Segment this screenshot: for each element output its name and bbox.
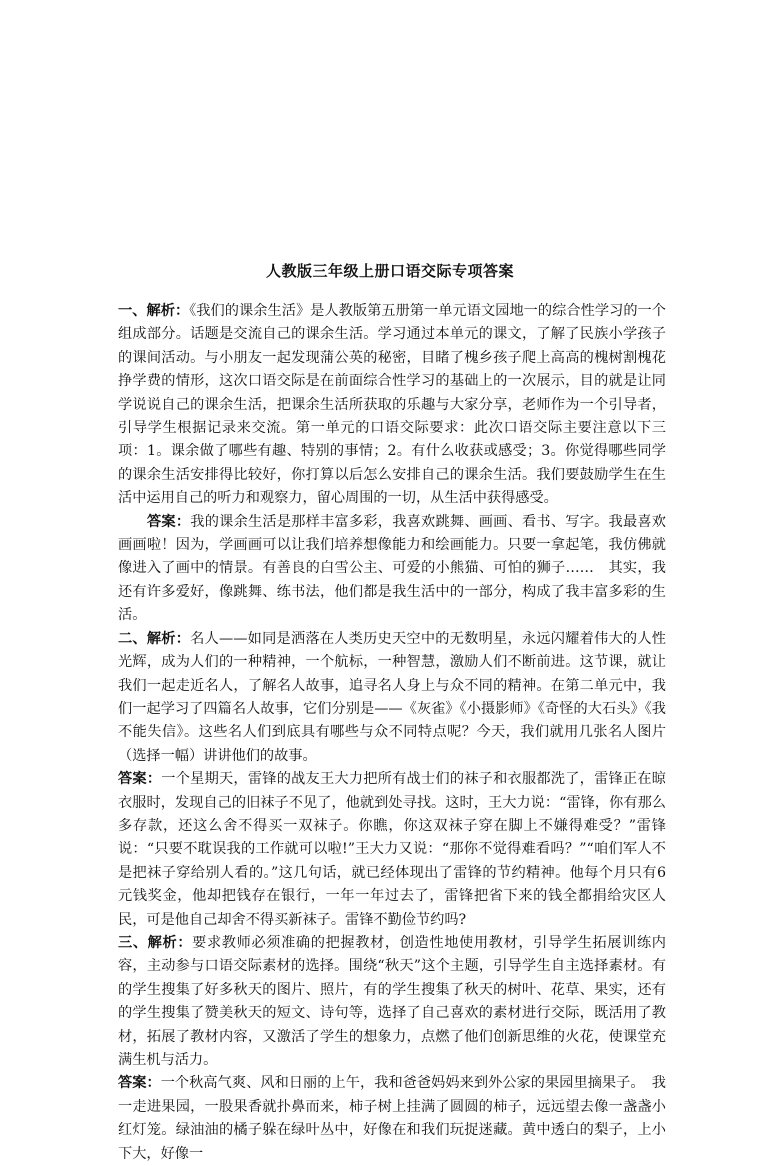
section-1-answer-text: 我的课余生活是那样丰富多彩，我喜欢跳舞、画画、看书、写字。我最喜欢画画啦！因为，学画画可以让我们培养想像能力和绘画能力。只要一拿起笔，我仿佛就像进入了画中的情景。有善良的白雪公主、可爱的小熊猫、可怕的狮子…… 其实，我还有许多爱好，像跳舞、练书法，他们都是我生活中的一部分，构成了我丰富多彩的生活。	[118, 513, 666, 624]
section-1-answer-label: 答案	[147, 513, 176, 530]
section-1-analysis	[118, 300, 666, 511]
section-1-analysis-text: 《我们的课余生活》是人教版第五册第一单元语文园地一的综合性学习的一个组成部分。话题是交流自己的课余生活。学习通过本单元的课文，了解了民族小学孩子的课间活动。与小朋友一起发现蒲公英的秘密，目睹了槐乡孩子爬上高高的槐树割槐花挣学费的情形，这次口语交际是在前面综合性学习的基础上的一次展示，目的就是让同学说说自己的课余生活，把课余生活所获取的乐趣与大家分享，老师作为一个引导者，引导学生根据记录来交流。第一单元的口语交际要求：此次口语交际主要注意以下三项：1。课余做了哪些有趣、特别的事情；2。有什么收获或感受；3。你觉得哪些同学的课余生活安排得比较好，你打算以后怎么安排自己的课余生活。我们要鼓励学生在生活中运用自己的听力和观察力，留心周围的一切，从生活中获得感受。	[118, 303, 666, 507]
section-2-analysis-text: 名人——如同是洒落在人类历史天空中的无数明星，永远闪耀着伟大的人性光辉，成为人们的一种精神，一个航标，一种智慧，激励人们不断前进。这节课，就让我们一起走近名人，了解名人故事，追寻名人身上与众不同的精神。在第二单元中，我们一起学习了四篇名人故事，它们分别是——《灰雀》《小摄影师》《奇怪的大石头》《我不能失信》。这些名人们到底具有哪些与众不同特点呢？今天，我们就用几张名人图片（选择一幅）讲讲他们的故事。	[118, 630, 666, 764]
label-colon: ：	[174, 303, 190, 319]
section-3-answer-text: 一个秋高气爽、风和日丽的上午，我和爸爸妈妈来到外公家的果园里摘果子。 我一走进果园，一股果香就扑鼻而来，柿子树上挂满了圆圆的柿子，远远望去像一盏盏小红灯笼。绿油油的橘子躲在绿叶丛中，好像在和我们玩捉迷藏。黄中透白的梨子，上小下大，好像一	[118, 1075, 666, 1162]
section-3-analysis	[118, 932, 666, 1072]
label-colon: ：	[177, 934, 193, 951]
section-1-analysis-label: 一、解析	[118, 303, 175, 319]
section-2-analysis-label: 二、解析	[118, 630, 176, 647]
section-2-analysis	[118, 628, 666, 768]
label-colon: ：	[146, 771, 162, 788]
section-3-answer	[118, 1072, 666, 1166]
section-1-answer	[118, 511, 666, 628]
section-3-analysis-label: 三、解析	[118, 934, 178, 951]
label-colon: ：	[175, 630, 191, 647]
document-body	[118, 300, 666, 1166]
section-2-answer-label: 答案	[118, 771, 147, 788]
section-2-answer	[118, 768, 666, 932]
label-colon: ：	[175, 513, 191, 530]
section-3-answer-label: 答案	[118, 1075, 147, 1092]
label-colon: ：	[146, 1075, 161, 1092]
section-3-analysis-text: 要求教师必须准确的把握教材，创造性地使用教材，引导学生拓展训练内容，主动参与口语交际素材的选择。围绕“秋天”这个主题，引导学生自主选择素材。有的学生搜集了好多秋天的图片、照片，有的学生搜集了秋天的树叶、花草、果实，还有的学生搜集了赞美秋天的短文、诗句等，选择了自己喜欢的素材进行交际，既活用了教材，拓展了教材内容，又激活了学生的想象力，点燃了他们创新思维的火花，使课堂充满生机与活力。	[118, 934, 666, 1068]
document-title: 人教版三年级上册口语交际专项答案	[265, 262, 514, 280]
section-2-answer-text: 一个星期天，雷锋的战友王大力把所有战士们的袜子和衣服都洗了，雷锋正在晾衣服时，发现自己的旧袜子不见了，他就到处寻找。这时，王大力说：“雷锋，你有那么多存款，还这么舍不得买一双袜子。你瞧，你这双袜子穿在脚上不嫌得难受？”雷锋说：“只要不耽误我的工作就可以啦!”王大力又说：“那你不觉得难看吗？”“咱们军人不是把袜子穿给别人看的。”这几句话，就已经体现出了雷锋的节约精神。他每个月只有6元钱奖金，他却把钱存在银行，一年一年过去了，雷锋把省下来的钱全都捐给灾区人民，可是他自己却舍不得买新袜子。雷锋不勤俭节约吗?	[118, 771, 666, 928]
